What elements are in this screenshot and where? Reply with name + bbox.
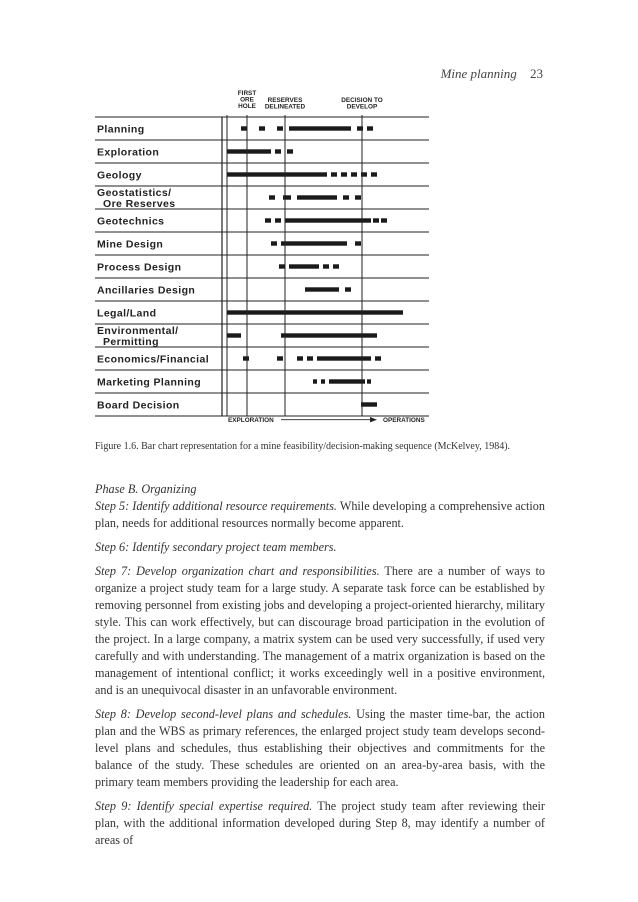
gantt-bar	[375, 356, 381, 360]
gantt-bar	[355, 241, 361, 245]
row-label: Planning	[97, 123, 145, 136]
gantt-bar	[241, 126, 247, 130]
gantt-bar	[297, 356, 303, 360]
gantt-bar	[265, 218, 271, 222]
gantt-bar	[367, 379, 371, 383]
step-text: There are a number of ways to organize a project study team for a large study. A separate task force can be established by removing personnel from existing jobs and developing a project-oriented hierarchy, military style. This can work effectively, but can discourage broad participation in the evolution of the project. In a large company, a matrix system can be used very successfully, if used very carefully and with understanding. The management of a matrix organization is based on the management of intentional conflict; it works exceedingly well in a positive environment, and is an unequivocal disaster in an unfavorable environment.	[95, 564, 545, 697]
row-label: Mine Design	[97, 238, 164, 251]
gantt-bar	[367, 126, 373, 130]
gantt-bar	[323, 264, 329, 268]
gantt-bar	[351, 172, 357, 176]
gantt-bar	[343, 195, 349, 199]
row-label: Marketing Planning	[97, 376, 202, 389]
gantt-bar	[333, 264, 339, 268]
row-label: Ancillaries Design	[97, 284, 196, 297]
gantt-bar	[275, 149, 281, 153]
row-label: Ore Reserves	[103, 198, 176, 210]
gantt-bar	[361, 402, 377, 406]
step-text: Using the master time-bar, the action plan and the WBS as primary references, the enlarged project study team develops second-level plans and schedules, thus establishing their objectives and commitments for the balance of the study. These schedules are oriented on an area-by-area basis, with the primary team members providing the leadership for each area.	[95, 707, 545, 789]
milestone-label: DECISION TO	[341, 97, 383, 104]
gantt-bar	[313, 379, 317, 383]
row-label: Economics/Financial	[97, 353, 210, 366]
milestone-label: ORE	[240, 96, 254, 104]
section-title: Mine planning	[440, 66, 517, 81]
step-8	[95, 706, 545, 791]
row-label: Permitting	[103, 336, 159, 348]
gantt-bar	[305, 287, 339, 291]
row-label: Legal/Land	[97, 307, 157, 320]
gantt-bar	[373, 218, 379, 222]
gantt-bar	[281, 241, 347, 245]
gantt-bar	[283, 195, 291, 199]
gantt-bar	[371, 172, 377, 176]
row-label: Geology	[97, 169, 142, 182]
gantt-bar	[227, 149, 271, 153]
gantt-bar	[321, 379, 325, 383]
step-heading: Step 8: Develop second-level plans and schedules.	[95, 707, 352, 721]
gantt-bar	[345, 287, 351, 291]
gantt-bar	[269, 195, 275, 199]
gantt-chart	[0, 0, 638, 440]
phase-heading: Phase B. Organizing	[95, 482, 197, 496]
gantt-bar	[259, 126, 265, 130]
step-text: The project study team after reviewing their plan, with the additional information developed during Step 8, may identify a number of areas of	[95, 799, 545, 847]
gantt-bar	[271, 241, 277, 245]
step-heading: Step 6: Identify secondary project team members.	[95, 540, 337, 554]
gantt-bar	[297, 195, 337, 199]
step-text: While developing a comprehensive action plan, needs for additional resources normally become apparent.	[95, 499, 545, 530]
step-9	[95, 798, 545, 849]
milestone-label: HOLE	[238, 103, 256, 110]
gantt-bar	[317, 356, 371, 360]
step-6	[95, 539, 545, 556]
figure-caption: Figure 1.6. Bar chart representation for a mine feasibility/decision-making sequence (McKelvey, 1984).	[95, 441, 511, 452]
gantt-bar	[277, 356, 283, 360]
row-label: Geostatistics/	[97, 187, 172, 199]
gantt-bar	[279, 264, 285, 268]
gantt-bar	[281, 333, 377, 337]
milestone-label: DELINEATED	[264, 103, 306, 111]
body-text	[95, 481, 545, 856]
step-7	[95, 563, 545, 699]
gantt-bar	[307, 356, 313, 360]
row-label: Exploration	[97, 146, 160, 159]
gantt-bar	[227, 172, 327, 176]
gantt-bar	[227, 333, 241, 337]
step-heading: Step 5: Identify additional resource requirements.	[95, 499, 337, 513]
milestone-label: FIRST	[237, 90, 257, 97]
gantt-bar	[355, 195, 361, 199]
axis-end-label: OPERATIONS	[383, 417, 425, 424]
row-label: Process Design	[97, 261, 182, 274]
step-5	[95, 498, 545, 532]
row-label: Geotechnics	[97, 215, 165, 228]
gantt-bar	[243, 356, 249, 360]
gantt-bar	[227, 310, 403, 314]
milestone-label: RESERVES	[267, 97, 303, 104]
gantt-bar	[285, 218, 371, 222]
gantt-bar	[289, 264, 319, 268]
gantt-bar	[381, 218, 387, 222]
row-label: Environmental/	[97, 325, 179, 337]
gantt-bar	[287, 149, 293, 153]
page-number: 23	[530, 66, 543, 81]
gantt-bar	[289, 126, 351, 130]
gantt-bar	[341, 172, 347, 176]
axis-arrow-head	[370, 417, 377, 422]
step-heading: Step 9: Identify special expertise required.	[95, 799, 313, 813]
gantt-bar	[275, 218, 281, 222]
milestone-label: DEVELOP	[346, 103, 378, 111]
step-heading: Step 7: Develop organization chart and responsibilities.	[95, 564, 380, 578]
gantt-bar	[277, 126, 283, 130]
gantt-bar	[329, 379, 365, 383]
row-label: Board Decision	[97, 399, 180, 412]
gantt-bar	[331, 172, 337, 176]
axis-start-label: EXPLORATION	[228, 417, 274, 424]
